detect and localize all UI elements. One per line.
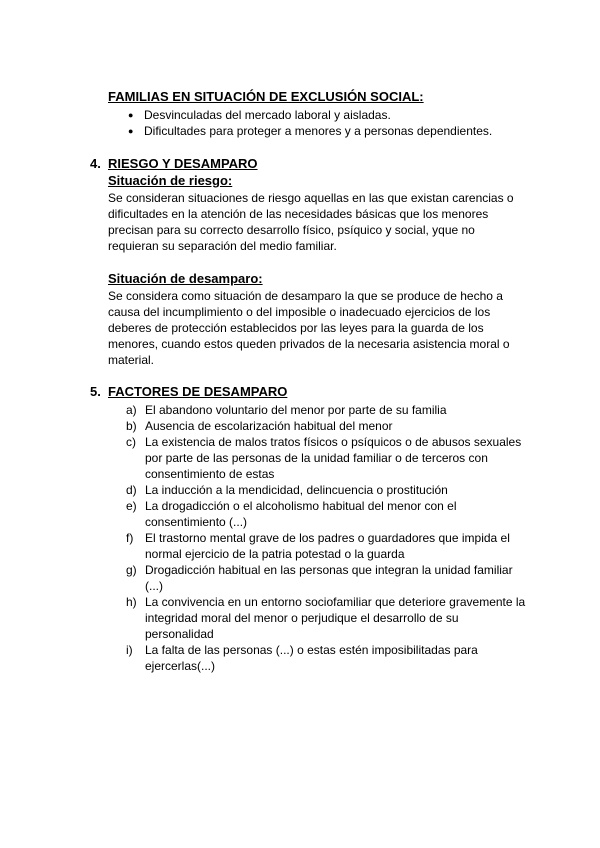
item-text: La drogadicción o el alcoholismo habitual del menor con el consentimiento (...) <box>145 499 457 529</box>
list-item <box>108 482 528 498</box>
section-4-heading: RIESGO Y DESAMPARO <box>108 156 258 171</box>
item-marker: h) <box>126 595 137 609</box>
item-marker: c) <box>126 435 136 449</box>
item-text: La existencia de malos tratos físicos o psíquicos o de abusos sexuales por parte de las personas de la unidad familiar o de terceros con consentimiento de estas <box>145 435 522 481</box>
factores-list <box>108 402 528 674</box>
item-marker: b) <box>126 419 137 433</box>
section-5-heading: FACTORES DE DESAMPARO <box>108 384 288 399</box>
item-marker: f) <box>126 531 134 545</box>
desamparo-heading: Situación de desamparo: <box>108 271 263 286</box>
riesgo-text: Se consideran situaciones de riesgo aquellas en las que existan carencias o dificultades en la atención de las necesidades básicas que los menores precisan para su correcto desarrollo físico, psíquico y social, yque no requieran su separación del medio familiar. <box>108 191 514 253</box>
item-text: La falta de las personas (...) o estas estén imposibilitadas para ejercerlas(...) <box>145 643 478 673</box>
list-item <box>108 642 528 674</box>
section-5-number: 5. <box>90 384 101 399</box>
list-item <box>108 594 528 642</box>
section-4-number: 4. <box>90 156 101 171</box>
riesgo-paragraph <box>108 190 528 254</box>
item-text: La convivencia en un entorno sociofamiliar que deteriore gravemente la integridad moral del menor o perjudique el desarrollo de su personalidad <box>145 595 526 641</box>
list-item <box>108 434 528 482</box>
list-item <box>108 402 528 418</box>
list-item <box>108 498 528 530</box>
familias-bullet-list <box>108 107 492 139</box>
item-text: El trastorno mental grave de los padres o guardadores que impida el normal ejercicio de la patria potestad o la guarda <box>145 531 510 561</box>
item-text: Drogadicción habitual en las personas que integran la unidad familiar (...) <box>145 563 513 593</box>
familias-heading: FAMILIAS EN SITUACIÓN DE EXCLUSIÓN SOCIAL: <box>108 89 424 104</box>
list-item <box>108 530 528 562</box>
list-item: ● Desvinculadas del mercado laboral y aisladas. <box>108 107 492 123</box>
desamparo-text: Se considera como situación de desamparo la que se produce de hecho a causa del incumplimiento o del imposible o inadecuado ejercicios de los deberes de protección establecidos por las leyes para la guarda de los menores, cuando estos queden privados de la necesaria asistencia moral o material. <box>108 289 510 367</box>
list-item: ● Dificultades para proteger a menores y a personas dependientes. <box>108 123 492 139</box>
item-text: La inducción a la mendicidad, delincuencia o prostitución <box>145 483 448 497</box>
list-item <box>108 418 528 434</box>
item-marker: i) <box>126 643 133 657</box>
item-marker: a) <box>126 403 137 417</box>
item-marker: g) <box>126 563 137 577</box>
item-marker: d) <box>126 483 137 497</box>
item-text: El abandono voluntario del menor por parte de su familia <box>145 403 447 417</box>
list-item <box>108 562 528 594</box>
item-text: Ausencia de escolarización habitual del menor <box>145 419 393 433</box>
riesgo-heading: Situación de riesgo: <box>108 173 233 188</box>
desamparo-paragraph <box>108 288 528 368</box>
item-marker: e) <box>126 499 137 513</box>
